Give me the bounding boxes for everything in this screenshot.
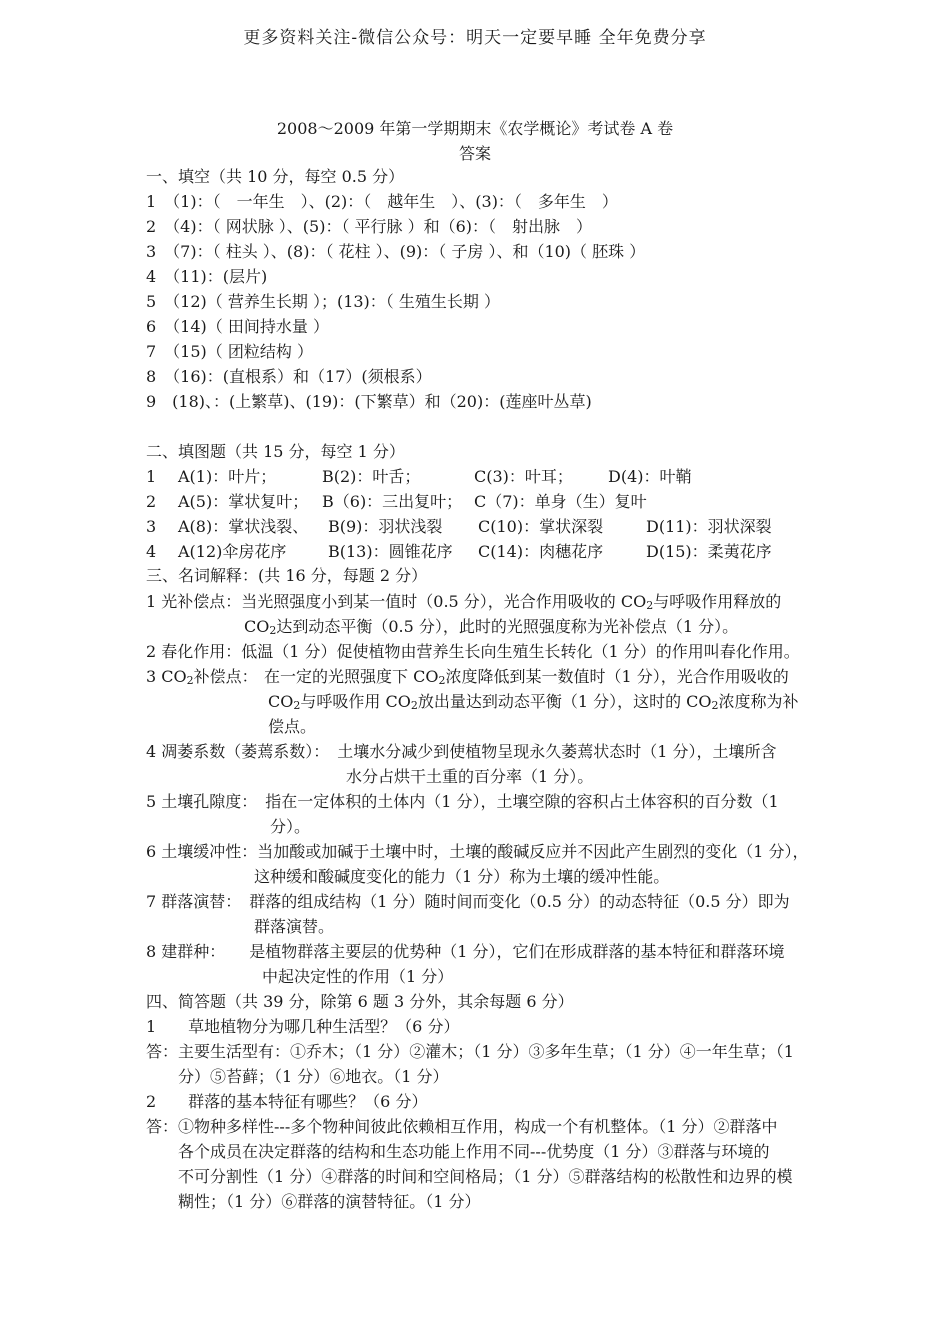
question: 1 草地植物分为哪几种生活型？（6 分）: [146, 1017, 460, 1036]
term-definition-cont: $CO_2$与呼吸作用 $CO_2$放出量达到动态平衡（1 分），这时的 $CO_2$浓度称为补: [268, 692, 799, 712]
diagram-label: C（7)：单身（生）复叶: [474, 492, 647, 511]
diagram-label: C(3)：叶耳；: [474, 467, 573, 486]
diagram-label: A(5)：掌状复叶；: [178, 492, 309, 511]
term-definition: 6 土壤缓冲性：当加酸或加碱于土壤中时，土壤的酸碱反应并不因此产生剧烈的变化（1 分），: [146, 842, 809, 861]
diagram-label: A(1)：叶片；: [178, 467, 277, 486]
document-subtitle: 答案: [458, 144, 491, 163]
fill-blank-line: 7 （15)（ 团粒结构 ）: [146, 342, 313, 361]
question: 2 群落的基本特征有哪些？（6 分）: [146, 1092, 428, 1111]
document-title: 2008～2009 年第一学期期末《农学概论》考试卷 A 卷: [276, 119, 674, 138]
term-definition: 8 建群种： 是植物群落主要层的优势种（1 分），它们在形成群落的基本特征和群落环境: [146, 942, 785, 961]
fill-blank-line: 1 （1)：（ 一年生 ）、(2)：（ 越年生 ）、(3)：（ 多年生 ）: [146, 192, 618, 211]
diagram-label: B(2)：叶舌；: [322, 467, 421, 486]
fill-blank-line: 5 （12)（ 营养生长期 ）；(13)：（ 生殖生长期 ）: [146, 292, 500, 311]
diagram-label: C(14)：肉穗花序: [478, 542, 604, 561]
term-definition: 在一定的光照强度下 $CO_2$浓度降低到某一数值时（1 分），光合作用吸收的: [264, 667, 789, 687]
diagram-label: B（6)：三出复叶；: [322, 492, 463, 511]
section-heading: 一、填空（共 10 分，每空 0.5 分）: [146, 167, 405, 186]
term-definition-cont: $CO_2$达到动态平衡（0.5 分），此时的光照强度称为光补偿点（1 分）。: [244, 617, 739, 637]
diagram-label: B(13)：圆锥花序: [328, 542, 453, 561]
term-definition: 3 $CO_2$补偿点：: [146, 667, 258, 687]
answer: 答：①物种多样性---多个物种间彼此依赖相互作用，构成一个有机整体。（1 分）②群落中: [146, 1117, 778, 1136]
term-definition: 2 春化作用：低温（1 分）促使植物由营养生长向生殖生长转化（1 分）的作用叫春化作用。: [146, 642, 800, 661]
answer: 答：主要生活型有：①乔木；（1 分）②灌木；（1 分）③多年生草；（1 分）④一年生草；（1: [146, 1042, 794, 1061]
diagram-label: D(4)：叶鞘: [608, 467, 692, 486]
diagram-label: A(8)：掌状浅裂、: [178, 517, 309, 536]
term-definition-cont: 这种缓和酸碱度变化的能力（1 分）称为土壤的缓冲性能。: [254, 867, 670, 886]
row-number: 1: [146, 467, 157, 486]
fill-blank-line: 9 (18)、：(上繁草)、(19)：(下繁草）和（20)：(莲座叶丛草): [146, 392, 592, 411]
term-definition: 4 凋萎系数（萎蔫系数）： 土壤水分减少到使植物呈现永久萎蔫状态时（1 分），土壤所含: [146, 742, 777, 761]
term-definition-cont: 水分占烘干土重的百分率（1 分）。: [346, 767, 594, 786]
term-definition: 5 土壤孔隙度： 指在一定体积的土体内（1 分），土壤空隙的容积占土体容积的百分数（1: [146, 792, 779, 811]
answer-cont: 糊性；（1 分）⑥群落的演替特征。（1 分）: [178, 1192, 481, 1211]
section-heading: 四、简答题（共 39 分，除第 6 题 3 分外，其余每题 6 分）: [146, 992, 574, 1011]
header-banner: 更多资料关注-微信公众号：明天一定要早睡 全年免费分享: [243, 28, 707, 48]
row-number: 3: [146, 517, 157, 536]
term-definition: 7 群落演替： 群落的组成结构（1 分）随时间而变化（0.5 分）的动态特征（0.5 分）即为: [146, 892, 790, 911]
fill-blank-line: 2 （4)：（ 网状脉 ）、(5)：（ 平行脉 ）和（6)：（ 射出脉 ）: [146, 217, 593, 236]
diagram-label: C(10)：掌状深裂: [478, 517, 604, 536]
answer-cont: 各个成员在决定群落的结构和生态功能上作用不同---优势度（1 分）③群落与环境的: [178, 1142, 770, 1161]
answer-cont: 分）⑤苔藓；（1 分）⑥地衣。（1 分）: [178, 1067, 449, 1086]
section-heading: 三、名词解释：(共 16 分，每题 2 分）: [146, 566, 428, 585]
diagram-label: D(11)：羽状深裂: [646, 517, 772, 536]
fill-blank-line: 6 （14)（ 田间持水量 ）: [146, 317, 329, 336]
term-definition-cont: 分）。: [270, 817, 311, 836]
term-definition-cont: 中起决定性的作用（1 分）: [262, 967, 454, 986]
term-definition: 1 光补偿点：当光照强度小到某一值时（0.5 分），光合作用吸收的 $CO_2$与呼吸作用释放的: [146, 592, 782, 612]
fill-blank-line: 3 （7)：（ 柱头 ）、(8)：（ 花柱 ）、(9)：（ 子房 ）、和（10)（ 胚珠 ）: [146, 242, 646, 261]
fill-blank-line: 4 （11)：(层片): [146, 267, 268, 286]
diagram-label: A(12)伞房花序: [178, 542, 287, 561]
answer-cont: 不可分割性（1 分）④群落的时间和空间格局；（1 分）⑤群落结构的松散性和边界的模: [178, 1167, 793, 1186]
fill-blank-line: 8 （16)：(直根系）和（17）(须根系）: [146, 367, 432, 386]
section-heading: 二、填图题（共 15 分，每空 1 分）: [146, 442, 405, 461]
diagram-label: B(9)：羽状浅裂: [328, 517, 443, 536]
term-definition-cont: 偿点。: [268, 717, 317, 736]
term-definition-cont: 群落演替。: [254, 917, 335, 936]
row-number: 2: [146, 492, 157, 511]
diagram-label: D(15)：柔荑花序: [646, 542, 772, 561]
row-number: 4: [146, 542, 157, 561]
